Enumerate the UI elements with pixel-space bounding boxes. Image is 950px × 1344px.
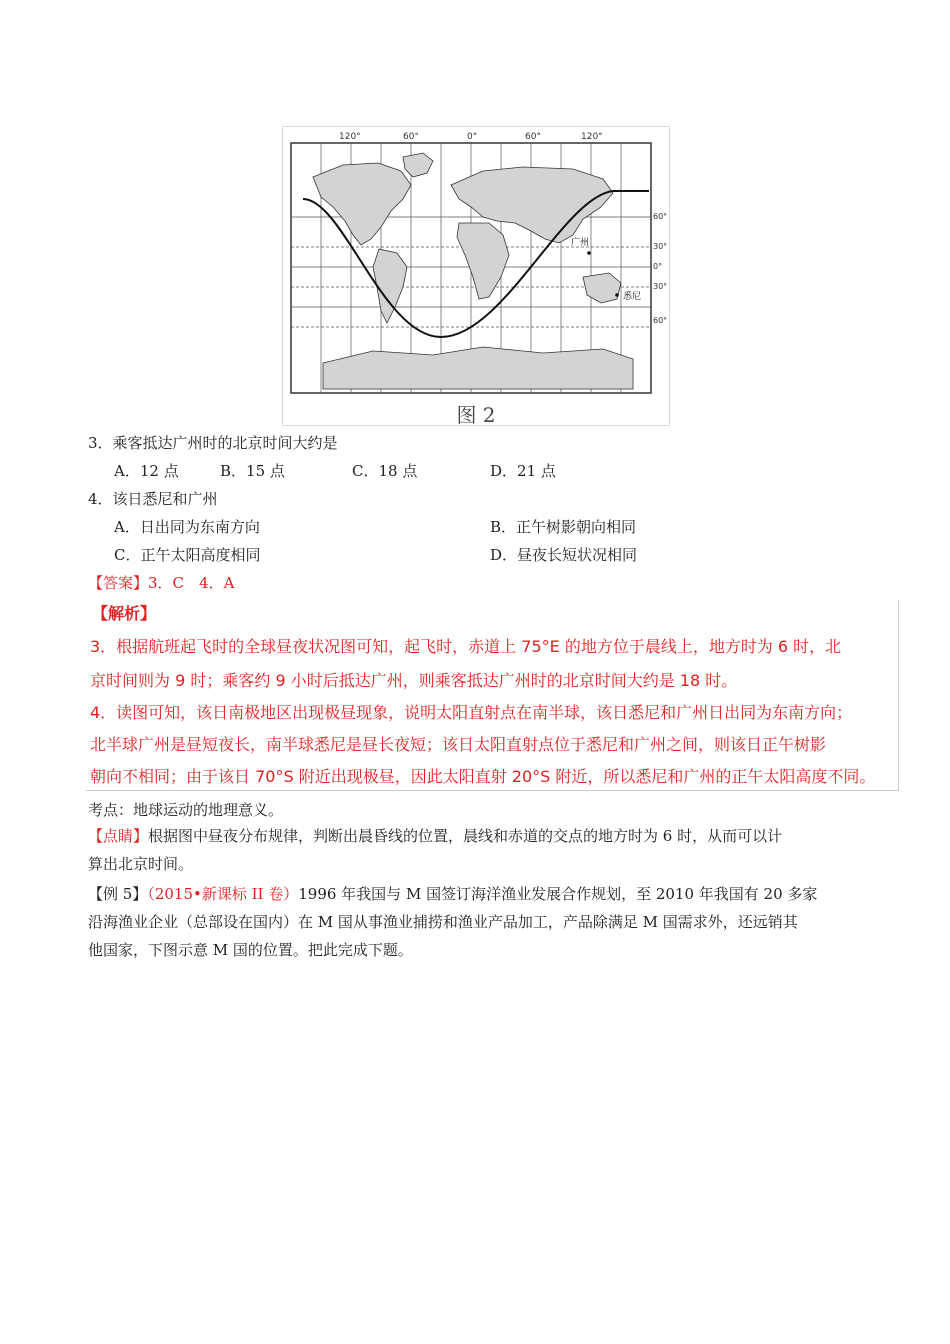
- example5-line-3: 他国家，下图示意 M 国的位置。把此完成下题。: [88, 941, 413, 959]
- top-label-1: 60°: [403, 132, 419, 142]
- example5-label: 【例 5】: [88, 885, 148, 903]
- answer-label: 【答案】: [88, 574, 149, 592]
- top-label-0: 120°: [339, 132, 361, 142]
- q3-option-a: A．12 点: [114, 462, 179, 480]
- city-label-sydney: 悉尼: [623, 292, 642, 302]
- right-label-1: 30°: [653, 242, 668, 251]
- kaodian: 考点：地球运动的地理意义。: [88, 801, 284, 819]
- figure-caption: 图 2: [456, 403, 496, 427]
- dianjing-line-2: 算出北京时间。: [88, 855, 194, 873]
- analysis-box: [86, 600, 899, 791]
- top-label-3: 60°: [525, 132, 541, 142]
- right-label-3: 30°: [653, 282, 668, 291]
- right-label-4: 60°: [653, 316, 668, 325]
- antarctica: [323, 347, 633, 389]
- analysis-line-5: 朝向不相同；由于该日 70°S 附近出现极昼，因此太阳直射 20°S 附近，所以悉尼和广州的正午太阳高度不同。: [90, 767, 876, 786]
- q4-option-b: B．正午树影朝向相同: [490, 518, 637, 536]
- q3-stem: 3．乘客抵达广州时的北京时间大约是: [88, 434, 338, 452]
- answer-text: 3．C 4．A: [148, 574, 235, 592]
- right-label-2: 0°: [653, 262, 663, 271]
- q3-option-b: B．15 点: [220, 462, 285, 480]
- answer-line: [88, 573, 234, 593]
- analysis-label: 【解析】: [92, 604, 157, 623]
- sydney-dot: [615, 293, 619, 297]
- q4-option-d: D．昼夜长短状况相同: [490, 546, 638, 564]
- q4-option-a: A．日出同为东南方向: [114, 518, 260, 536]
- q4-option-c: C．正午太阳高度相同: [114, 546, 261, 564]
- world-map-figure: [282, 126, 670, 426]
- analysis-line-3: 4．读图可知，该日南极地区出现极昼现象，说明太阳直射点在南半球，该日悉尼和广州日出同为东南方向；: [90, 703, 853, 722]
- q3-option-c: C．18 点: [352, 462, 418, 480]
- example5-source: （2015•新课标 II 卷）: [147, 885, 299, 903]
- top-label-4: 120°: [581, 132, 603, 142]
- world-map: [283, 127, 669, 397]
- analysis-line-1: 3．根据航班起飞时的全球昼夜状况图可知，起飞时，赤道上 75°E 的地方位于晨线上，地方时为 6 时，北: [90, 637, 842, 656]
- example5-line-1: [88, 884, 817, 904]
- example5-line-2: 沿海渔业企业（总部设在国内）在 M 国从事渔业捕捞和渔业产品加工，产品除满足 M 国需求外，还远销其: [88, 913, 798, 931]
- q4-stem: 4．该日悉尼和广州: [88, 490, 218, 508]
- dianjing-line-1: [88, 826, 782, 846]
- example5-text-1: 1996 年我国与 M 国签订海洋渔业发展合作规划，至 2010 年我国有 20 多家: [298, 885, 818, 903]
- dianjing-text-1: 根据图中昼夜分布规律，判断出晨昏线的位置，晨线和赤道的交点的地方时为 6 时，从而可以计: [148, 827, 783, 845]
- analysis-line-4: 北半球广州是昼短夜长，南半球悉尼是昼长夜短；该日太阳直射点位于悉尼和广州之间，则该日正午树影: [90, 735, 827, 754]
- analysis-line-2: 京时间则为 9 时；乘客约 9 小时后抵达广州，则乘客抵达广州时的北京时间大约是 18 时。: [90, 671, 738, 690]
- q3-option-d: D．21 点: [490, 462, 556, 480]
- guangzhou-dot: [587, 251, 591, 255]
- right-label-0: 60°: [653, 212, 668, 221]
- dianjing-label: 【点睛】: [88, 827, 149, 845]
- top-label-2: 0°: [467, 132, 478, 142]
- city-label-guangzhou: 广州: [571, 238, 590, 248]
